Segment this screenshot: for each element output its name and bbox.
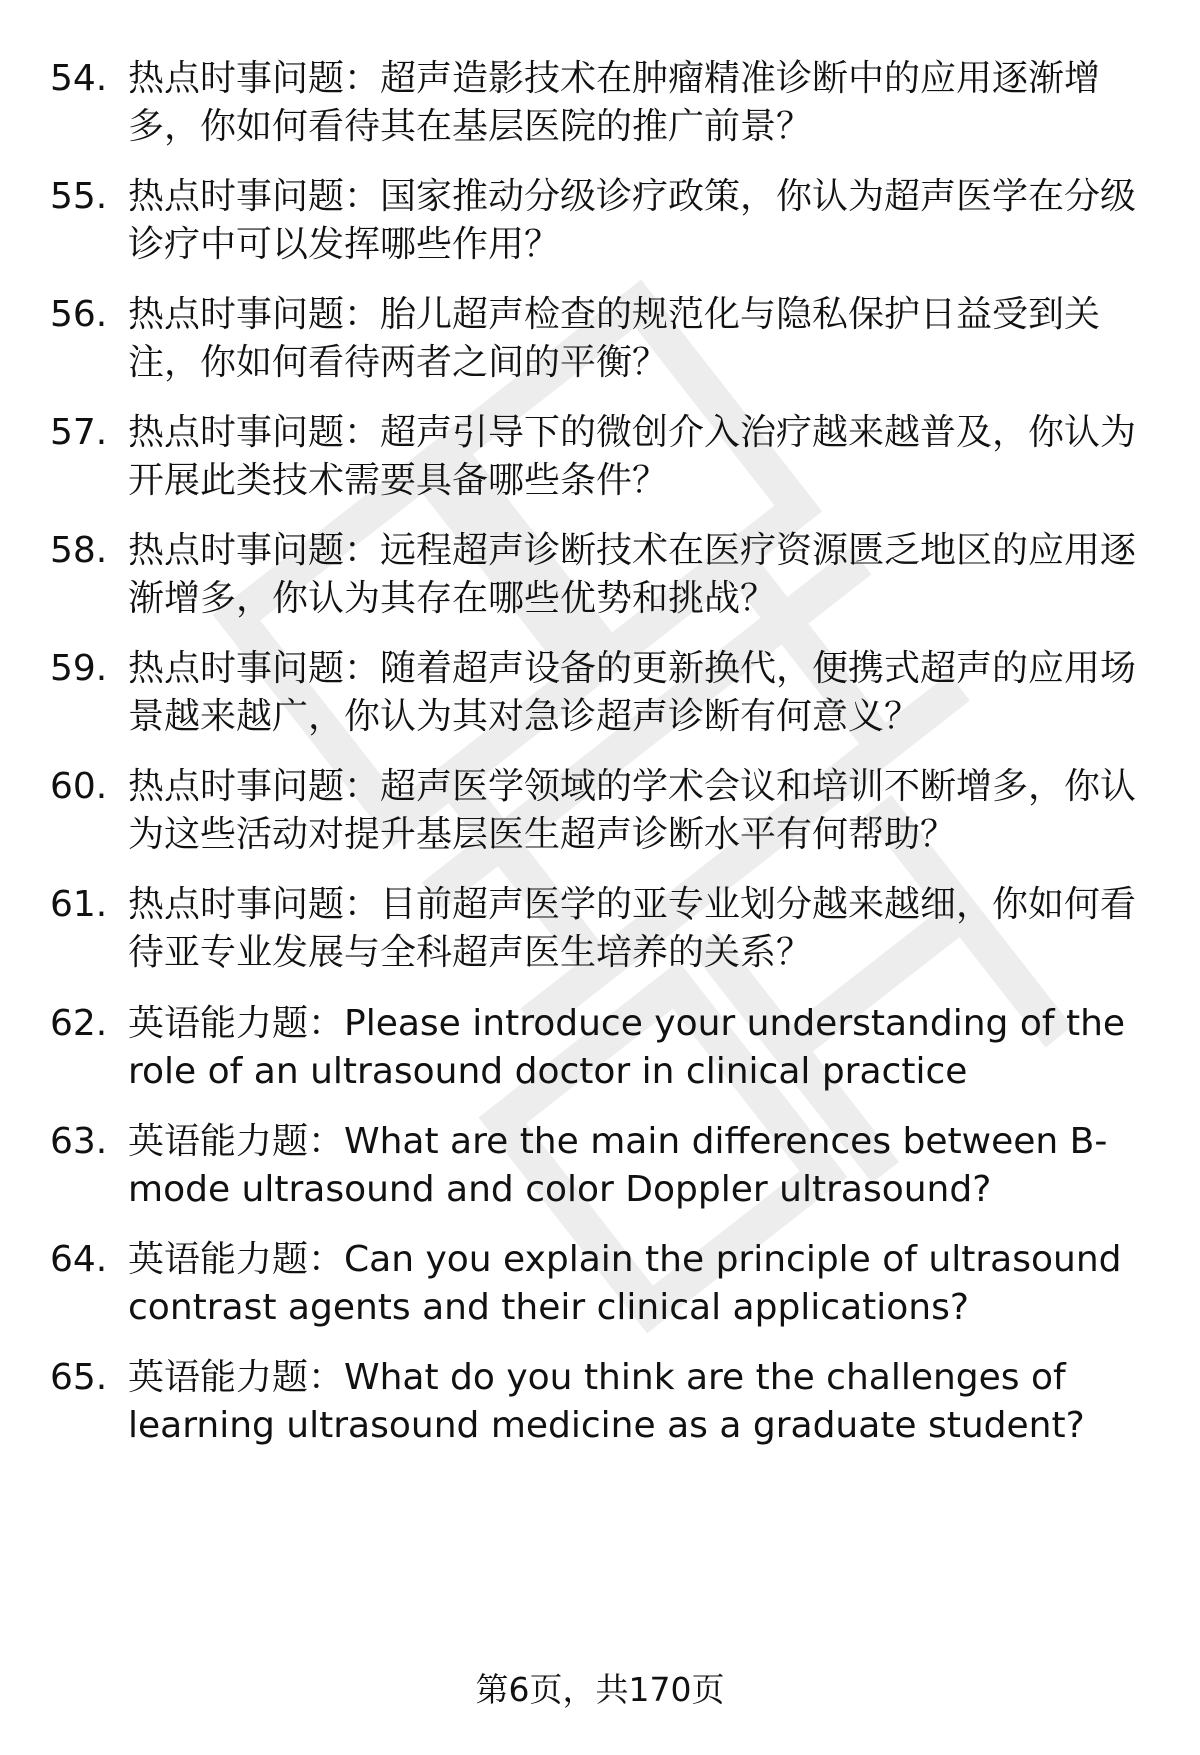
question-text: 热点时事问题：国家推动分级诊疗政策，你认为超声医学在分级 诊疗中可以发挥哪些作用？ — [128, 176, 1137, 265]
question-number: 58. — [50, 530, 108, 571]
question-number: 62. — [50, 1003, 108, 1044]
question-text: 热点时事问题：目前超声医学的亚专业划分越来越细，你如何看 待亚专业发展与全科超声医生培养的关系？ — [128, 884, 1137, 973]
question-text: 英语能力题：What do you think are the challenges of learning ultrasound medicine as a graduate student? — [128, 1357, 1085, 1446]
question-text: 英语能力题：What are the main differences between B- mode ultrasound and color Doppler ultrasound? — [128, 1121, 1108, 1210]
question-number: 61. — [50, 884, 108, 925]
question-number: 60. — [50, 766, 108, 807]
question-number: 65. — [50, 1357, 108, 1398]
question-number: 57. — [50, 412, 108, 453]
question-text: 热点时事问题：超声医学领域的学术会议和培训不断增多，你认 为这些活动对提升基层医生超声诊断水平有何帮助？ — [128, 766, 1137, 855]
question-text: 热点时事问题：胎儿超声检查的规范化与隐私保护日益受到关 注，你如何看待两者之间的平衡？ — [128, 294, 1101, 383]
question-text: 热点时事问题：远程超声诊断技术在医疗资源匮乏地区的应用逐 渐增多，你认为其存在哪些优势和挑战？ — [128, 530, 1137, 619]
page-number-footer: 第6页，共170页 — [475, 1670, 725, 1709]
question-number: 59. — [50, 648, 108, 689]
question-number: 56. — [50, 294, 108, 335]
question-text: 英语能力题：Can you explain the principle of ultrasound contrast agents and their clinical applications? — [128, 1239, 1122, 1328]
question-number: 55. — [50, 176, 108, 217]
question-text: 热点时事问题：超声引导下的微创介入治疗越来越普及，你认为 开展此类技术需要具备哪些条件？ — [128, 412, 1137, 501]
question-number: 64. — [50, 1239, 108, 1280]
question-number: 63. — [50, 1121, 108, 1162]
question-text: 英语能力题：Please introduce your understanding of the role of an ultrasound doctor in clinical practice — [128, 1003, 1126, 1092]
question-number: 54. — [50, 58, 108, 99]
question-text: 热点时事问题：随着超声设备的更新换代，便携式超声的应用场 景越来越广，你认为其对急诊超声诊断有何意义？ — [128, 648, 1137, 737]
question-text: 热点时事问题：超声造影技术在肿瘤精准诊断中的应用逐渐增 多，你如何看待其在基层医院的推广前景？ — [128, 58, 1101, 147]
